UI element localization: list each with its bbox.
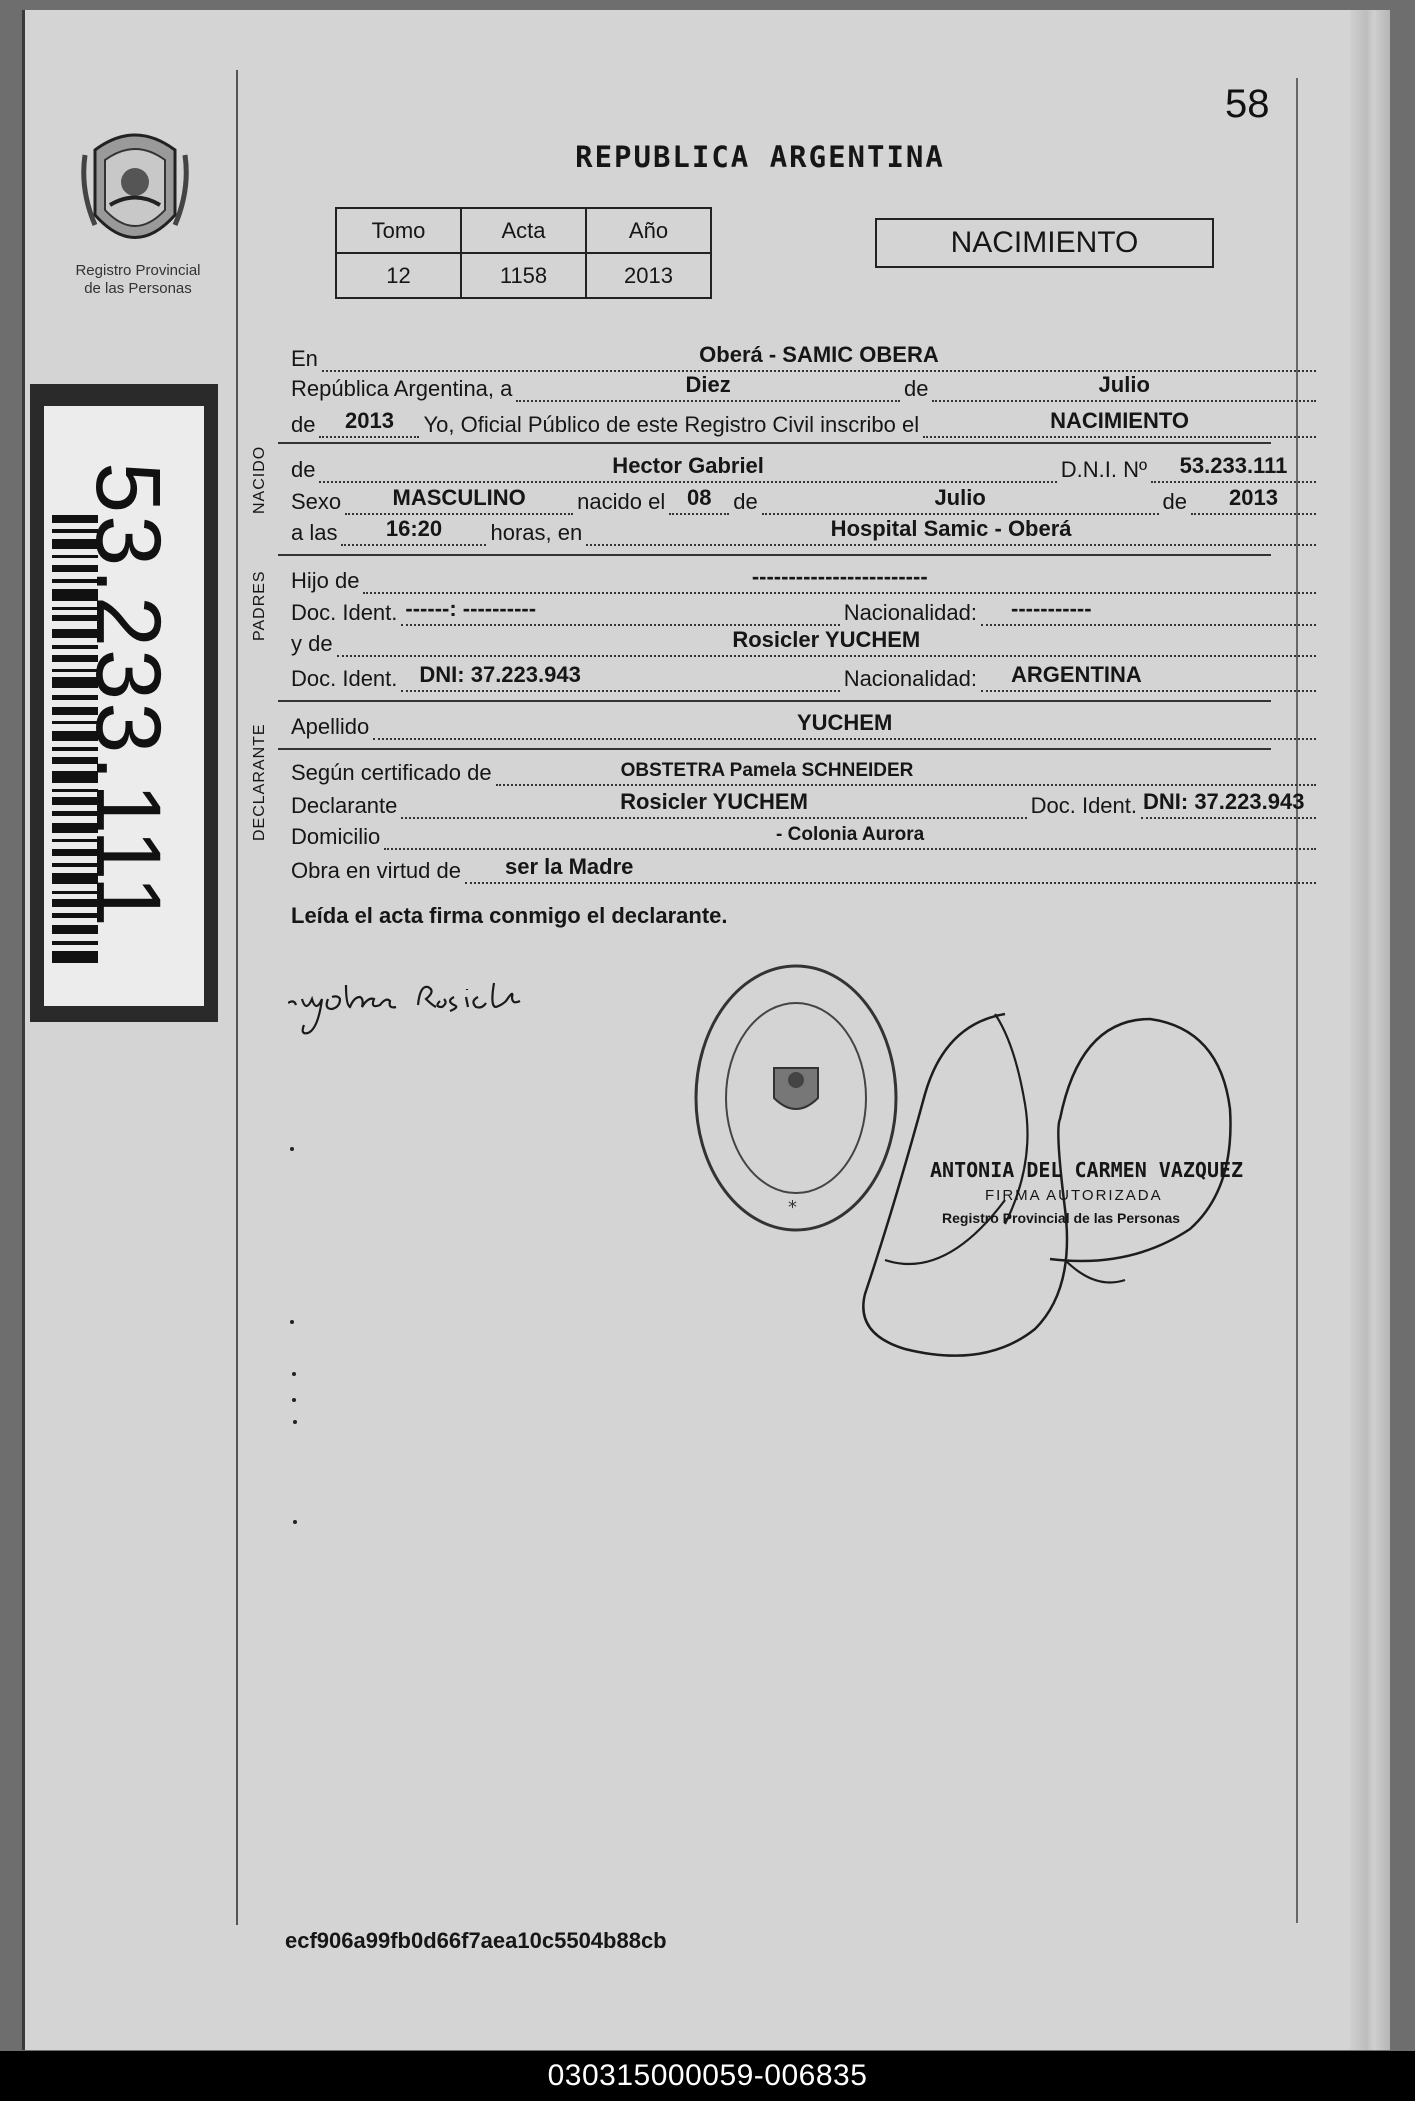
de-label-2: de <box>291 412 316 437</box>
lugar-value: Hospital Samic - Oberá <box>830 516 1072 541</box>
row-domicilio <box>291 822 1320 850</box>
certificado-label: Según certificado de <box>291 760 492 785</box>
padre-value: ------------------------ <box>751 564 928 589</box>
nacido-de-label-2: de <box>733 489 758 514</box>
official-office: Registro Provincial de las Personas <box>942 1210 1181 1226</box>
padre-doc-label: Doc. Ident. <box>291 600 398 625</box>
horas-en-label: horas, en <box>490 520 583 545</box>
nacido-mes-value: Julio <box>934 485 986 510</box>
y-de-label: y de <box>291 631 333 656</box>
madre-nacionalidad-value: ARGENTINA <box>1011 662 1142 687</box>
barcode-number: 53.233.111 <box>77 462 179 929</box>
separator <box>278 700 1271 702</box>
document-code-bar: 030315000059-006835 <box>0 2051 1415 2101</box>
document-hash: ecf906a99fb0d66f7aea10c5504b88cb <box>285 1928 667 1953</box>
nacido-de-label-3: de <box>1162 489 1187 514</box>
record-meta-table <box>335 207 712 299</box>
row-apellido <box>291 712 1320 740</box>
declarante-doc-value: DNI: 37.223.943 <box>1143 789 1305 814</box>
separator <box>278 442 1271 444</box>
madre-value: Rosicler YUCHEM <box>732 627 921 652</box>
misiones-coat-of-arms-logo <box>80 120 190 260</box>
row-certificado <box>291 758 1320 786</box>
separator <box>278 554 1271 556</box>
registry-caption <box>58 262 218 298</box>
acta-label: Acta <box>461 208 586 253</box>
obra-value: ser la Madre <box>504 854 634 879</box>
obra-label: Obra en virtud de <box>291 858 461 883</box>
sexo-label: Sexo <box>291 489 342 514</box>
oficial-text: Yo, Oficial Público de este Registro Civil inscribo el <box>423 412 920 437</box>
closing-statement: Leída el acta firma conmigo el declarante. <box>291 903 728 928</box>
padre-doc-value: ------: ---------- <box>405 596 537 621</box>
section-label-padres: PADRES <box>251 570 268 641</box>
registry-caption-line2: de las Personas <box>84 280 192 297</box>
row-y-de <box>291 629 1320 657</box>
row-hijo-de <box>291 566 1320 594</box>
hora-value: 16:20 <box>385 516 443 541</box>
section-label-nacido: NACIDO <box>251 445 268 514</box>
declarante-value: Rosicler YUCHEM <box>620 789 808 814</box>
row-padre-doc <box>291 598 1320 626</box>
nacido-anio-value: 2013 <box>1229 485 1278 510</box>
section-label-declarante <box>251 801 269 841</box>
certificado-value: OBSTETRA Pamela SCHNEIDER <box>620 760 914 781</box>
svg-text:*: * <box>788 1197 797 1218</box>
page-edge <box>1350 10 1390 2050</box>
margin-rule <box>236 70 238 1925</box>
registry-caption-line1: Registro Provincial <box>75 262 201 279</box>
row-sexo <box>291 487 1320 515</box>
madre-doc-label: Doc. Ident. <box>291 666 398 691</box>
row-fecha <box>291 374 1320 402</box>
row-obra <box>291 856 1320 884</box>
madre-nacionalidad-label: Nacionalidad: <box>843 666 977 691</box>
mes-value: Julio <box>1098 372 1150 397</box>
declarante-doc-label: Doc. Ident. <box>1030 793 1137 818</box>
acta-value: 1158 <box>461 253 586 298</box>
declarant-signature <box>288 975 608 1045</box>
a-las-label: a las <box>291 520 338 545</box>
ink-dot <box>292 1398 296 1402</box>
dni-label: D.N.I. Nº <box>1060 457 1147 482</box>
tomo-value: 12 <box>336 253 461 298</box>
declarante-label: Declarante <box>291 793 398 818</box>
en-label: En <box>291 346 318 371</box>
anio-label: Año <box>586 208 711 253</box>
republica-label: República Argentina, a <box>291 376 513 401</box>
row-hora <box>291 518 1320 546</box>
en-value: Oberá - SAMIC OBERA <box>699 342 939 367</box>
inscribo-value: NACIMIENTO <box>1050 408 1190 433</box>
ink-dot <box>293 1420 297 1424</box>
ink-dot <box>290 1320 294 1324</box>
page-title: REPUBLICA ARGENTINA <box>575 140 945 174</box>
separator <box>278 748 1271 750</box>
madre-doc-value: DNI: 37.223.943 <box>419 662 581 687</box>
tomo-label: Tomo <box>336 208 461 253</box>
apellido-value: YUCHEM <box>796 710 893 735</box>
dni-value: 53.233.111 <box>1179 453 1288 478</box>
row-nombre <box>291 455 1320 483</box>
row-en <box>291 344 1320 372</box>
nacido-dia-value: 08 <box>686 485 712 510</box>
padre-nacionalidad-value: ----------- <box>1011 596 1092 621</box>
row-madre-doc <box>291 664 1320 692</box>
ink-dot <box>293 1520 297 1524</box>
record-type-box: NACIMIENTO <box>875 218 1214 268</box>
page-number: 58 <box>1225 82 1270 126</box>
ink-dot <box>290 1147 294 1151</box>
ink-dot <box>292 1372 296 1376</box>
anio-value: 2013 <box>586 253 711 298</box>
row-inscribo <box>291 410 1320 438</box>
domicilio-value: - Colonia Aurora <box>776 824 925 845</box>
nombre-value: Hector Gabriel <box>612 453 764 478</box>
de-label: de <box>903 376 929 401</box>
official-role: FIRMA AUTORIZADA <box>985 1187 1163 1204</box>
dia-value: Diez <box>685 372 731 397</box>
row-declarante <box>291 791 1320 819</box>
hijo-de-label: Hijo de <box>291 568 360 593</box>
year-value: 2013 <box>345 408 394 433</box>
padre-nacionalidad-label: Nacionalidad: <box>843 600 977 625</box>
nacido-el-label: nacido el <box>577 489 666 514</box>
official-name: ANTONIA DEL CARMEN VAZQUEZ <box>930 1158 1244 1182</box>
nacido-de-label: de <box>291 457 316 482</box>
domicilio-label: Domicilio <box>291 824 381 849</box>
sexo-value: MASCULINO <box>392 485 526 510</box>
apellido-label: Apellido <box>291 714 370 739</box>
